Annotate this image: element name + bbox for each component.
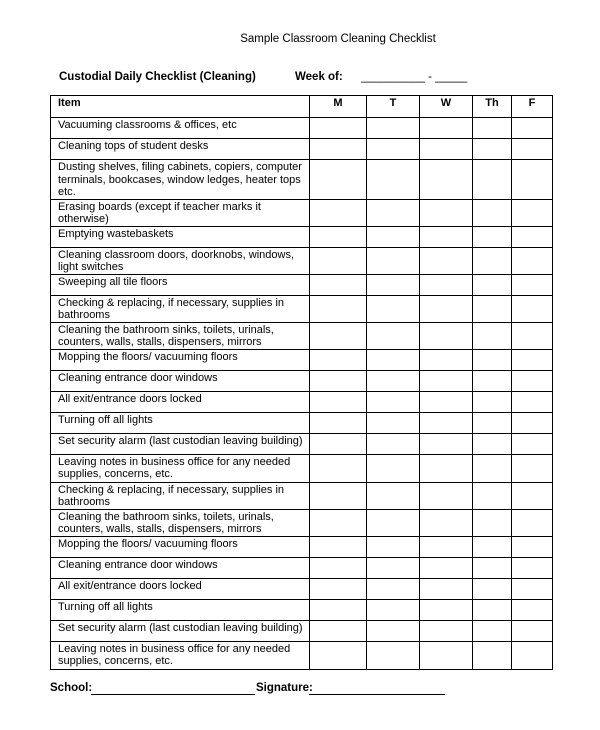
check-cell-monday[interactable] (310, 139, 367, 160)
checklist-item-label: Cleaning entrance door windows (51, 557, 310, 578)
check-cell-wednesday[interactable] (420, 557, 473, 578)
check-cell-monday[interactable] (310, 454, 367, 482)
checklist-item-label: Cleaning tops of student desks (51, 139, 310, 160)
checklist-item-label: Leaving notes in business office for any needed supplies, concerns, etc. (51, 454, 310, 482)
table-row (51, 482, 553, 509)
check-cell-monday[interactable] (310, 349, 367, 370)
check-cell-monday[interactable] (310, 322, 367, 349)
checklist-item-label: Sweeping all tile floors (51, 274, 310, 295)
check-cell-friday[interactable] (512, 412, 553, 433)
check-cell-tuesday[interactable] (367, 412, 420, 433)
check-cell-friday[interactable] (512, 620, 553, 641)
checklist-item-label: All exit/entrance doors locked (51, 391, 310, 412)
check-cell-friday[interactable] (512, 433, 553, 454)
check-cell-monday[interactable] (310, 160, 367, 200)
check-cell-tuesday[interactable] (367, 118, 420, 139)
check-cell-wednesday[interactable] (420, 620, 473, 641)
checklist-item-label: Turning off all lights (51, 412, 310, 433)
checklist-item-label: Checking & replacing, if necessary, supplies in bathrooms (51, 295, 310, 322)
check-cell-wednesday[interactable] (420, 247, 473, 274)
check-cell-friday[interactable] (512, 599, 553, 620)
document-title: Sample Classroom Cleaning Checklist (240, 33, 436, 45)
check-cell-monday[interactable] (310, 536, 367, 557)
table-row (51, 160, 553, 200)
check-cell-friday[interactable] (512, 274, 553, 295)
check-cell-friday[interactable] (512, 370, 553, 391)
check-cell-friday[interactable] (512, 578, 553, 599)
checklist-item-label: Set security alarm (last custodian leaving building) (51, 433, 310, 454)
check-cell-wednesday[interactable] (420, 274, 473, 295)
table-row (51, 454, 553, 482)
check-cell-monday[interactable] (310, 578, 367, 599)
check-cell-tuesday[interactable] (367, 322, 420, 349)
week-of-blank[interactable]: __________ - _____ (361, 71, 468, 83)
table-row (51, 412, 553, 433)
header-friday: F (512, 96, 553, 118)
check-cell-thursday[interactable] (473, 370, 512, 391)
check-cell-friday[interactable] (512, 536, 553, 557)
check-cell-monday[interactable] (310, 641, 367, 669)
check-cell-tuesday[interactable] (367, 139, 420, 160)
check-cell-wednesday[interactable] (420, 160, 473, 200)
check-cell-wednesday[interactable] (420, 433, 473, 454)
header-item: Item (51, 96, 310, 118)
check-cell-tuesday[interactable] (367, 509, 420, 536)
checklist-item-label: Emptying wastebaskets (51, 226, 310, 247)
check-cell-tuesday[interactable] (367, 274, 420, 295)
table-row (51, 247, 553, 274)
check-cell-wednesday[interactable] (420, 578, 473, 599)
checklist-item-label: Mopping the floors/ vacuuming floors (51, 349, 310, 370)
check-cell-monday[interactable] (310, 247, 367, 274)
check-cell-tuesday[interactable] (367, 578, 420, 599)
check-cell-monday[interactable] (310, 599, 367, 620)
table-row (51, 620, 553, 641)
checklist-item-label: All exit/entrance doors locked (51, 578, 310, 599)
check-cell-friday[interactable] (512, 349, 553, 370)
check-cell-monday[interactable] (310, 557, 367, 578)
check-cell-wednesday[interactable] (420, 536, 473, 557)
check-cell-tuesday[interactable] (367, 226, 420, 247)
table-row (51, 370, 553, 391)
check-cell-thursday[interactable] (473, 247, 512, 274)
cleaning-checklist-table (50, 95, 553, 670)
check-cell-monday[interactable] (310, 509, 367, 536)
check-cell-tuesday[interactable] (367, 557, 420, 578)
check-cell-tuesday[interactable] (367, 482, 420, 509)
check-cell-thursday[interactable] (473, 199, 512, 226)
check-cell-tuesday[interactable] (367, 391, 420, 412)
check-cell-thursday[interactable] (473, 274, 512, 295)
check-cell-friday[interactable] (512, 160, 553, 200)
check-cell-thursday[interactable] (473, 578, 512, 599)
check-cell-tuesday[interactable] (367, 199, 420, 226)
check-cell-tuesday[interactable] (367, 536, 420, 557)
check-cell-thursday[interactable] (473, 160, 512, 200)
check-cell-wednesday[interactable] (420, 226, 473, 247)
table-row (51, 599, 553, 620)
check-cell-thursday[interactable] (473, 509, 512, 536)
table-row (51, 349, 553, 370)
table-row (51, 433, 553, 454)
week-of-label: Week of: (295, 71, 343, 83)
check-cell-thursday[interactable] (473, 557, 512, 578)
signature-field[interactable] (309, 694, 445, 695)
table-row (51, 509, 553, 536)
check-cell-thursday[interactable] (473, 139, 512, 160)
check-cell-thursday[interactable] (473, 349, 512, 370)
check-cell-wednesday[interactable] (420, 118, 473, 139)
check-cell-monday[interactable] (310, 274, 367, 295)
table-row (51, 199, 553, 226)
check-cell-friday[interactable] (512, 247, 553, 274)
checklist-item-label: Cleaning entrance door windows (51, 370, 310, 391)
check-cell-thursday[interactable] (473, 536, 512, 557)
checklist-item-label: Leaving notes in business office for any needed supplies, concerns, etc. (51, 641, 310, 669)
check-cell-thursday[interactable] (473, 118, 512, 139)
signature-label: Signature: (256, 682, 313, 694)
check-cell-wednesday[interactable] (420, 139, 473, 160)
check-cell-wednesday[interactable] (420, 482, 473, 509)
check-cell-wednesday[interactable] (420, 322, 473, 349)
check-cell-monday[interactable] (310, 412, 367, 433)
school-label: School: (50, 682, 93, 694)
check-cell-monday[interactable] (310, 295, 367, 322)
check-cell-monday[interactable] (310, 370, 367, 391)
table-row (51, 578, 553, 599)
checklist-item-label: Mopping the floors/ vacuuming floors (51, 536, 310, 557)
table-row (51, 391, 553, 412)
check-cell-tuesday[interactable] (367, 433, 420, 454)
checklist-item-label: Turning off all lights (51, 599, 310, 620)
check-cell-tuesday[interactable] (367, 349, 420, 370)
check-cell-friday[interactable] (512, 118, 553, 139)
header-wednesday: W (420, 96, 473, 118)
check-cell-thursday[interactable] (473, 641, 512, 669)
check-cell-tuesday[interactable] (367, 641, 420, 669)
check-cell-wednesday[interactable] (420, 641, 473, 669)
check-cell-monday[interactable] (310, 226, 367, 247)
checklist-item-label: Vacuuming classrooms & offices, etc (51, 118, 310, 139)
checklist-item-label: Checking & replacing, if necessary, supplies in bathrooms (51, 482, 310, 509)
checklist-item-label: Dusting shelves, filing cabinets, copiers, computer terminals, bookcases, window ledges, heater tops etc. (51, 160, 310, 200)
check-cell-friday[interactable] (512, 509, 553, 536)
check-cell-friday[interactable] (512, 295, 553, 322)
check-cell-tuesday[interactable] (367, 620, 420, 641)
checklist-item-label: Set security alarm (last custodian leaving building) (51, 620, 310, 641)
check-cell-wednesday[interactable] (420, 509, 473, 536)
table-header-row (51, 96, 553, 118)
check-cell-wednesday[interactable] (420, 599, 473, 620)
checklist-item-label: Cleaning the bathroom sinks, toilets, urinals, counters, walls, stalls, dispensers, mirrors (51, 509, 310, 536)
check-cell-monday[interactable] (310, 433, 367, 454)
table-row (51, 274, 553, 295)
check-cell-thursday[interactable] (473, 454, 512, 482)
school-field[interactable] (91, 694, 255, 695)
check-cell-monday[interactable] (310, 391, 367, 412)
check-cell-wednesday[interactable] (420, 295, 473, 322)
check-cell-friday[interactable] (512, 557, 553, 578)
table-row (51, 226, 553, 247)
header-monday: M (310, 96, 367, 118)
table-row (51, 641, 553, 669)
table-row (51, 536, 553, 557)
table-row (51, 557, 553, 578)
check-cell-wednesday[interactable] (420, 370, 473, 391)
table-row (51, 295, 553, 322)
check-cell-monday[interactable] (310, 620, 367, 641)
check-cell-thursday[interactable] (473, 322, 512, 349)
check-cell-tuesday[interactable] (367, 370, 420, 391)
check-cell-thursday[interactable] (473, 391, 512, 412)
check-cell-thursday[interactable] (473, 620, 512, 641)
header-tuesday: T (367, 96, 420, 118)
check-cell-thursday[interactable] (473, 295, 512, 322)
check-cell-wednesday[interactable] (420, 391, 473, 412)
check-cell-thursday[interactable] (473, 412, 512, 433)
check-cell-monday[interactable] (310, 199, 367, 226)
check-cell-thursday[interactable] (473, 599, 512, 620)
check-cell-thursday[interactable] (473, 433, 512, 454)
check-cell-wednesday[interactable] (420, 199, 473, 226)
table-row (51, 118, 553, 139)
check-cell-friday[interactable] (512, 139, 553, 160)
check-cell-wednesday[interactable] (420, 454, 473, 482)
check-cell-friday[interactable] (512, 199, 553, 226)
check-cell-tuesday[interactable] (367, 247, 420, 274)
table-row (51, 322, 553, 349)
check-cell-friday[interactable] (512, 322, 553, 349)
checklist-item-label: Cleaning classroom doors, doorknobs, windows, light switches (51, 247, 310, 274)
check-cell-monday[interactable] (310, 482, 367, 509)
check-cell-friday[interactable] (512, 641, 553, 669)
check-cell-tuesday[interactable] (367, 160, 420, 200)
checklist-subtitle: Custodial Daily Checklist (Cleaning) (59, 71, 256, 83)
check-cell-friday[interactable] (512, 391, 553, 412)
checklist-item-label: Cleaning the bathroom sinks, toilets, urinals, counters, walls, stalls, dispensers, mirrors (51, 322, 310, 349)
check-cell-wednesday[interactable] (420, 349, 473, 370)
check-cell-friday[interactable] (512, 226, 553, 247)
checklist-item-label: Erasing boards (except if teacher marks it otherwise) (51, 199, 310, 226)
check-cell-tuesday[interactable] (367, 599, 420, 620)
check-cell-friday[interactable] (512, 454, 553, 482)
check-cell-thursday[interactable] (473, 482, 512, 509)
check-cell-tuesday[interactable] (367, 454, 420, 482)
check-cell-thursday[interactable] (473, 226, 512, 247)
check-cell-friday[interactable] (512, 482, 553, 509)
check-cell-monday[interactable] (310, 118, 367, 139)
table-row (51, 139, 553, 160)
header-thursday: Th (473, 96, 512, 118)
check-cell-tuesday[interactable] (367, 295, 420, 322)
check-cell-wednesday[interactable] (420, 412, 473, 433)
